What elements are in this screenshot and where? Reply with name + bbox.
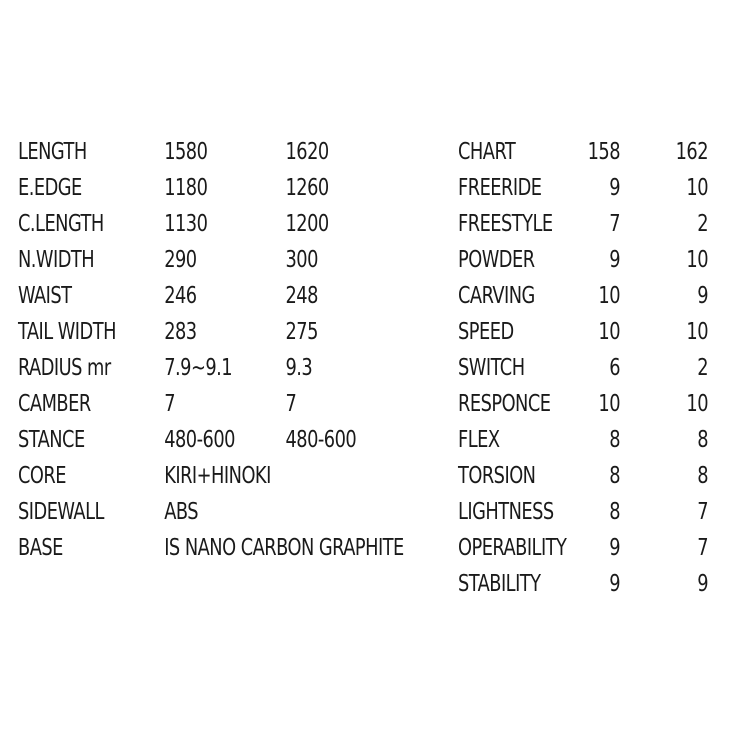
spec-value-material: KIRI+HINOKI	[164, 463, 271, 489]
spec-label: C.LENGTH	[18, 211, 104, 237]
spec-value-158: 7.9~9.1	[164, 355, 233, 381]
spec-label: SIDEWALL	[18, 499, 104, 525]
rating-value-162: 2	[697, 211, 708, 237]
spec-row-length	[18, 134, 379, 170]
rating-value-158: 9	[609, 247, 620, 273]
rating-row-flex	[458, 422, 708, 458]
spec-value-162: 275	[285, 319, 318, 345]
rating-value-162: 8	[697, 463, 708, 489]
rating-row-speed	[458, 314, 708, 350]
spec-row-effective-edge	[18, 170, 379, 206]
spec-value-158: 1130	[164, 211, 208, 237]
rating-label: SPEED	[458, 319, 514, 345]
rating-value-162: 2	[697, 355, 708, 381]
rating-value-162: 10	[686, 175, 708, 201]
spec-value-material: ABS	[164, 499, 198, 525]
rating-label: TORSION	[458, 463, 536, 489]
spec-row-tail-width	[18, 314, 379, 350]
spec-row-camber	[18, 386, 379, 422]
rating-value-162: 7	[697, 535, 708, 561]
spec-label: CORE	[18, 463, 66, 489]
rating-value-158: 10	[598, 283, 620, 309]
rating-value-158: 8	[609, 427, 620, 453]
spec-label: BASE	[18, 535, 63, 561]
rating-label: FLEX	[458, 427, 500, 453]
spec-row-waist	[18, 278, 379, 314]
rating-label: RESPONCE	[458, 391, 551, 417]
spec-table	[18, 134, 438, 566]
rating-value-158: 9	[609, 175, 620, 201]
spec-label: LENGTH	[18, 139, 87, 165]
rating-label: FREESTYLE	[458, 211, 553, 237]
rating-value-162: 10	[686, 319, 708, 345]
spec-row-core	[18, 458, 379, 494]
rating-row-powder	[458, 242, 708, 278]
rating-row-lightness	[458, 494, 708, 530]
spec-row-radius	[18, 350, 379, 386]
spec-label: N.WIDTH	[18, 247, 95, 273]
rating-row-torsion	[458, 458, 708, 494]
spec-value-162: 1260	[285, 175, 329, 201]
spec-value-162: 1620	[285, 139, 329, 165]
rating-row-chart-header	[458, 134, 708, 170]
spec-value-158: 283	[164, 319, 197, 345]
rating-row-switch	[458, 350, 708, 386]
rating-value-162: 9	[697, 571, 708, 597]
rating-row-responce	[458, 386, 708, 422]
spec-label: STANCE	[18, 427, 85, 453]
rating-value-158: 9	[609, 571, 620, 597]
spec-value-162: 9.3	[285, 355, 313, 381]
spec-label: WAIST	[18, 283, 72, 309]
spec-row-contact-length	[18, 206, 379, 242]
spec-value-158: 1580	[164, 139, 208, 165]
rating-label: CARVING	[458, 283, 535, 309]
rating-value-158: 7	[609, 211, 620, 237]
spec-label: RADIUS mr	[18, 355, 111, 381]
rating-value-158: 6	[609, 355, 620, 381]
rating-label: STABILITY	[458, 571, 541, 597]
spec-value-158: 246	[164, 283, 197, 309]
rating-value-158: 8	[609, 463, 620, 489]
spec-value-162: 480-600	[285, 427, 357, 453]
rating-row-stability	[458, 566, 708, 602]
rating-label: SWITCH	[458, 355, 525, 381]
rating-value-162: 162	[675, 139, 708, 165]
spec-value-162: 1200	[285, 211, 329, 237]
rating-row-freeride	[458, 170, 708, 206]
rating-row-carving	[458, 278, 708, 314]
rating-label: FREERIDE	[458, 175, 542, 201]
rating-value-162: 10	[686, 391, 708, 417]
spec-row-stance	[18, 422, 379, 458]
rating-label: OPERABILITY	[458, 535, 567, 561]
rating-value-158: 10	[598, 319, 620, 345]
spec-label: E.EDGE	[18, 175, 82, 201]
rating-chart-table	[458, 134, 708, 602]
rating-row-freestyle	[458, 206, 708, 242]
spec-value-158: 1180	[164, 175, 208, 201]
rating-value-162: 10	[686, 247, 708, 273]
rating-label: CHART	[458, 139, 516, 165]
rating-value-162: 7	[697, 499, 708, 525]
spec-row-sidewall	[18, 494, 379, 530]
rating-value-162: 8	[697, 427, 708, 453]
rating-label: LIGHTNESS	[458, 499, 554, 525]
rating-value-158: 8	[609, 499, 620, 525]
spec-value-162: 300	[285, 247, 318, 273]
spec-row-base	[18, 530, 404, 566]
rating-row-operability	[458, 530, 708, 566]
spec-value-162: 248	[285, 283, 318, 309]
spec-label: CAMBER	[18, 391, 91, 417]
rating-value-162: 9	[697, 283, 708, 309]
spec-value-material: IS NANO CARBON GRAPHITE	[164, 535, 404, 561]
spec-value-162: 7	[285, 391, 297, 417]
spec-label: TAIL WIDTH	[18, 319, 116, 345]
rating-value-158: 158	[587, 139, 620, 165]
rating-label: POWDER	[458, 247, 535, 273]
rating-value-158: 10	[598, 391, 620, 417]
spec-row-nose-width	[18, 242, 379, 278]
rating-value-158: 9	[609, 535, 620, 561]
spec-value-158: 7	[164, 391, 176, 417]
spec-value-158: 290	[164, 247, 197, 273]
spec-value-158: 480-600	[164, 427, 235, 453]
